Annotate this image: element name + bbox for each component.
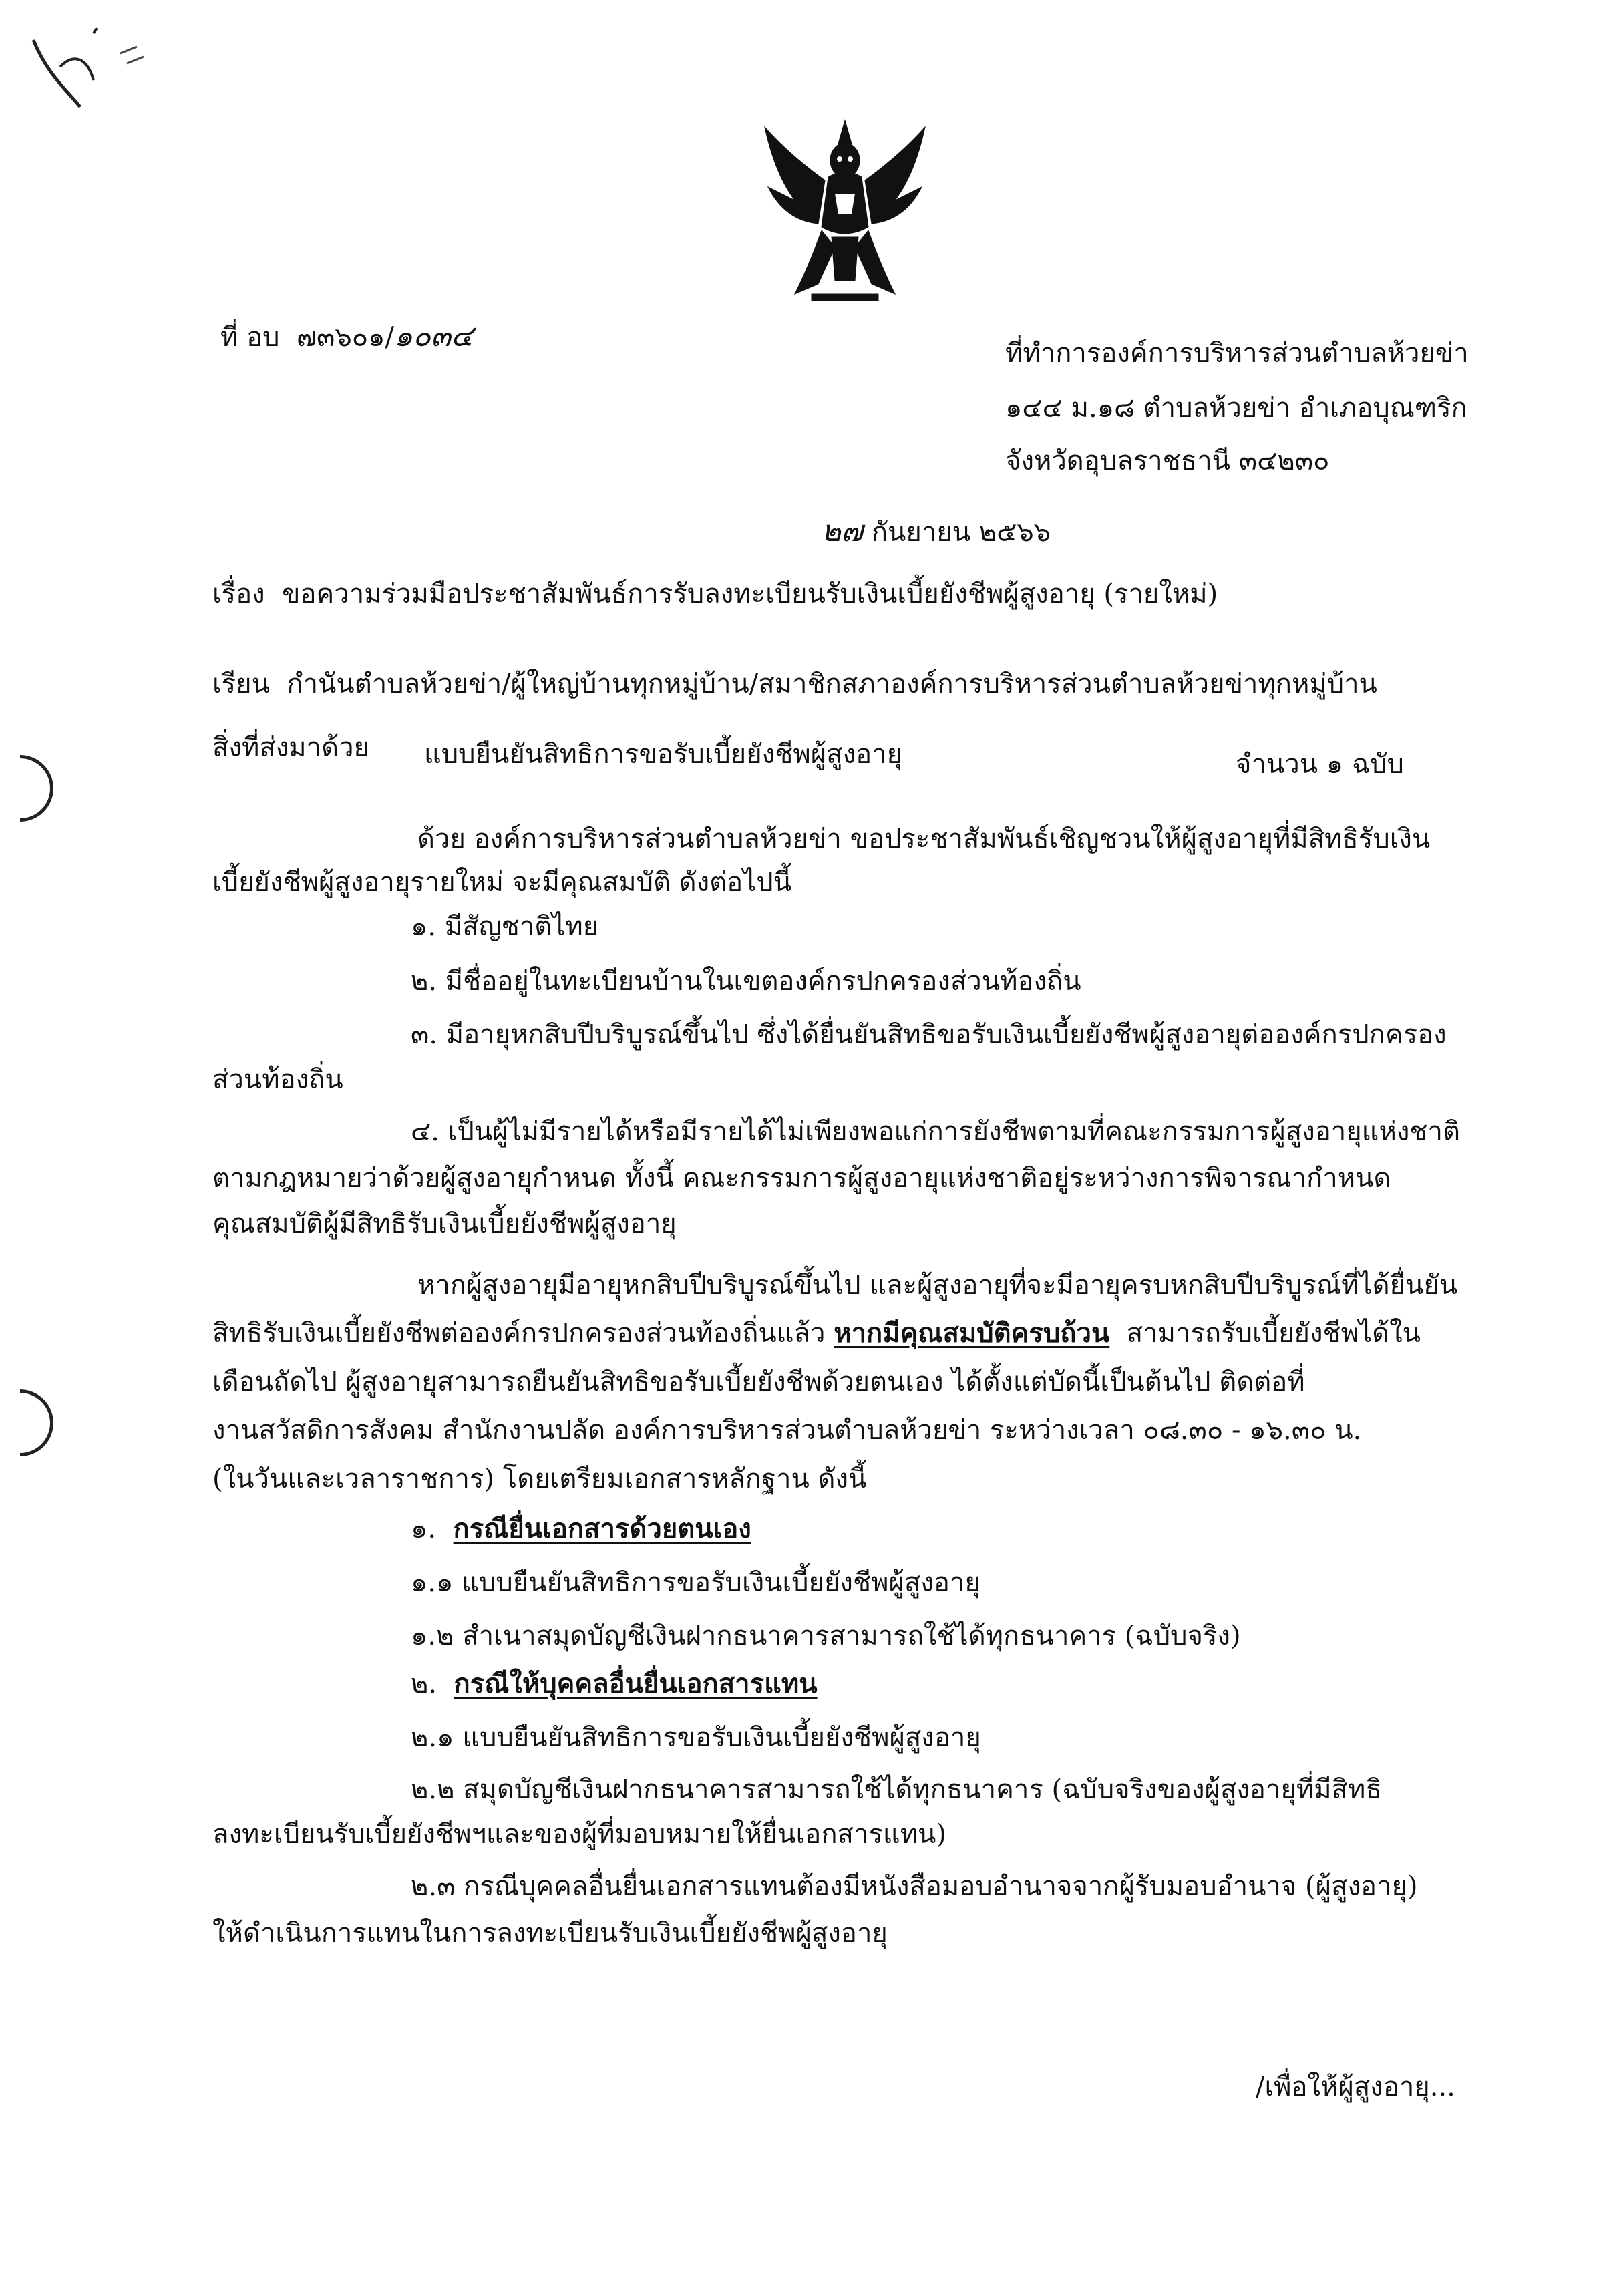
case-2-item-3-line-1: ๒.๓ กรณีบุคคลอื่นยื่นเอกสารแทนต้องมีหนังสือมอบอำนาจจากผู้รับมอบอำนาจ (ผู้สูงอายุ) [411,1871,1418,1902]
ref-label: ที่ อบ [220,322,280,353]
recipient-text: กำนันตำบลห้วยข่า/ผู้ใหญ่บ้านทุกหมู่บ้าน/สมาชิกสภาองค์การบริหารส่วนตำบลห้วยข่าทุกหมู่บ้าน [287,669,1377,699]
sender-address-line-1: ที่ทำการองค์การบริหารส่วนตำบลห้วยข่า [1005,338,1469,369]
qualification-3-line-1: ๓. มีอายุหกสิบปีบริบูรณ์ขึ้นไป ซึ่งได้ยื่นยันสิทธิขอรับเงินเบี้ยยังชีพผู้สูงอายุต่อองค์กรปกครอง [411,1019,1447,1050]
paragraph-2-line-1: หากผู้สูงอายุมีอายุหกสิบปีบริบูรณ์ขึ้นไป และผู้สูงอายุที่จะมีอายุครบหกสิบปีบริบูรณ์ที่ได้ยื่นยัน [417,1270,1458,1301]
paragraph-2-line-3: เดือนถัดไป ผู้สูงอายุสามารถยืนยันสิทธิขอรับเบี้ยยังชีพด้วยตนเอง ได้ตั้งแต่บัดนี้เป็นต้นไป ติดต่อที่ [212,1367,1305,1398]
case-2-heading [411,1668,818,1700]
enclosure-count: จำนวน ๑ ฉบับ [1236,749,1404,780]
qualification-3-line-2: ส่วนท้องถิ่น [212,1064,343,1095]
case-2-item-2-line-1: ๒.๒ สมุดบัญชีเงินฝากธนาคารสามารถใช้ได้ทุกธนาคาร (ฉบับจริงของผู้สูงอายุที่มีสิทธิ [411,1774,1382,1805]
punch-hole-middle [0,1389,53,1456]
case-2-title: กรณีให้บุคคลอื่นยื่นเอกสารแทน [454,1668,818,1699]
qualification-complete-emphasis: หากมีคุณสมบัติครบถ้วน [834,1317,1110,1349]
paragraph-2-line-2 [212,1317,1421,1349]
paragraph-2-line-2-end: สามารถรับเบี้ยยังชีพได้ใน [1126,1318,1421,1349]
body-intro-line-2: เบี้ยยังชีพผู้สูงอายุรายใหม่ จะมีคุณสมบัติ ดังต่อไปนี้ [212,867,792,898]
date-month-year: กันยายน ๒๕๖๖ [871,517,1051,548]
qualification-4-line-2: ตามกฎหมายว่าด้วยผู้สูงอายุกำหนด ทั้งนี้ คณะกรรมการผู้สูงอายุแห่งชาติอยู่ระหว่างการพิจารณากำหนด [212,1163,1391,1194]
subject-label: เรื่อง [212,579,265,609]
date-day-handwritten: ๒๗ [822,514,864,548]
paragraph-2-line-4: งานสวัสดิการสังคม สำนักงานปลัด องค์การบริหารส่วนตำบลห้วยข่า ระหว่างเวลา ๐๘.๓๐ - ๑๖.๓๐ น. [212,1415,1362,1446]
qualification-1: ๑. มีสัญชาติไทย [411,911,599,942]
reference-number [220,319,473,355]
qualification-4-line-1: ๔. เป็นผู้ไม่มีรายได้หรือมีรายได้ไม่เพียงพอแก่การยังชีพตามที่คณะกรรมการผู้สูงอายุแห่งชาติ [411,1116,1460,1147]
punch-hole-top [0,755,53,822]
case-2-item-2-line-2: ลงทะเบียนรับเบี้ยยังชีพฯและของผู้ที่มอบหมายให้ยื่นเอกสารแทน) [212,1819,947,1850]
case-1-item-1: ๑.๑ แบบยืนยันสิทธิการขอรับเงินเบี้ยยังชีพผู้สูงอายุ [411,1567,980,1598]
enclosure-text: แบบยืนยันสิทธิการขอรับเบี้ยยังชีพผู้สูงอายุ [424,739,903,770]
case-1-heading [411,1513,751,1545]
qualification-2: ๒. มีชื่ออยู่ในทะเบียนบ้านในเขตองค์กรปกครองส่วนท้องถิ่น [411,966,1081,997]
letter-date [822,514,1051,550]
paragraph-2-line-2-text: สิทธิรับเงินเบี้ยยังชีพต่อองค์กรปกครองส่วนท้องถิ่นแล้ว [212,1318,826,1349]
enclosure-label: สิ่งที่ส่งมาด้วย [212,732,369,763]
recipient-label: เรียน [212,669,270,699]
paragraph-2-line-5: (ในวันและเวลาราชการ) โดยเตรียมเอกสารหลักฐาน ดังนี้ [212,1464,867,1494]
qualification-4-line-3: คุณสมบัติผู้มีสิทธิรับเงินเบี้ยยังชีพผู้สูงอายุ [212,1208,677,1239]
case-1-item-2: ๑.๒ สำเนาสมุดบัญชีเงินฝากธนาคารสามารถใช้ได้ทุกธนาคาร (ฉบับจริง) [411,1621,1241,1651]
case-2-number: ๒. [411,1669,437,1699]
ref-number: ๗๓๖๐๑/ [296,322,395,353]
sender-address-line-3: จังหวัดอุบลราชธานี ๓๔๒๓๐ [1005,446,1330,476]
sender-address-line-2: ๑๔๔ ม.๑๘ ตำบลห้วยข่า อำเภอบุณฑริก [1005,393,1467,424]
subject-text: ขอความร่วมมือประชาสัมพันธ์การรับลงทะเบียนรับเงินเบี้ยยังชีพผู้สูงอายุ (รายใหม่) [282,579,1218,609]
handwritten-mark [20,27,174,127]
case-1-title: กรณียื่นเอกสารด้วยตนเอง [453,1513,751,1544]
case-1-number: ๑. [411,1514,437,1544]
continuation-marker: /เพื่อให้ผู้สูงอายุ... [1256,2072,1455,2102]
case-2-item-1: ๒.๑ แบบยืนยันสิทธิการขอรับเงินเบี้ยยังชีพผู้สูงอายุ [411,1722,981,1753]
case-2-item-3-line-2: ให้ดำเนินการแทนในการลงทะเบียนรับเงินเบี้ยยังชีพผู้สูงอายุ [212,1918,888,1949]
ref-number-handwritten: ๑๐๓๔ [394,319,474,353]
body-intro-line-1: ด้วย องค์การบริหารส่วนตำบลห้วยข่า ขอประชาสัมพันธ์เชิญชวนให้ผู้สูงอายุที่มีสิทธิรับเงิน [417,824,1431,854]
subject-line [212,578,1218,610]
recipient-line [212,668,1377,700]
garuda-emblem-icon [755,114,935,314]
